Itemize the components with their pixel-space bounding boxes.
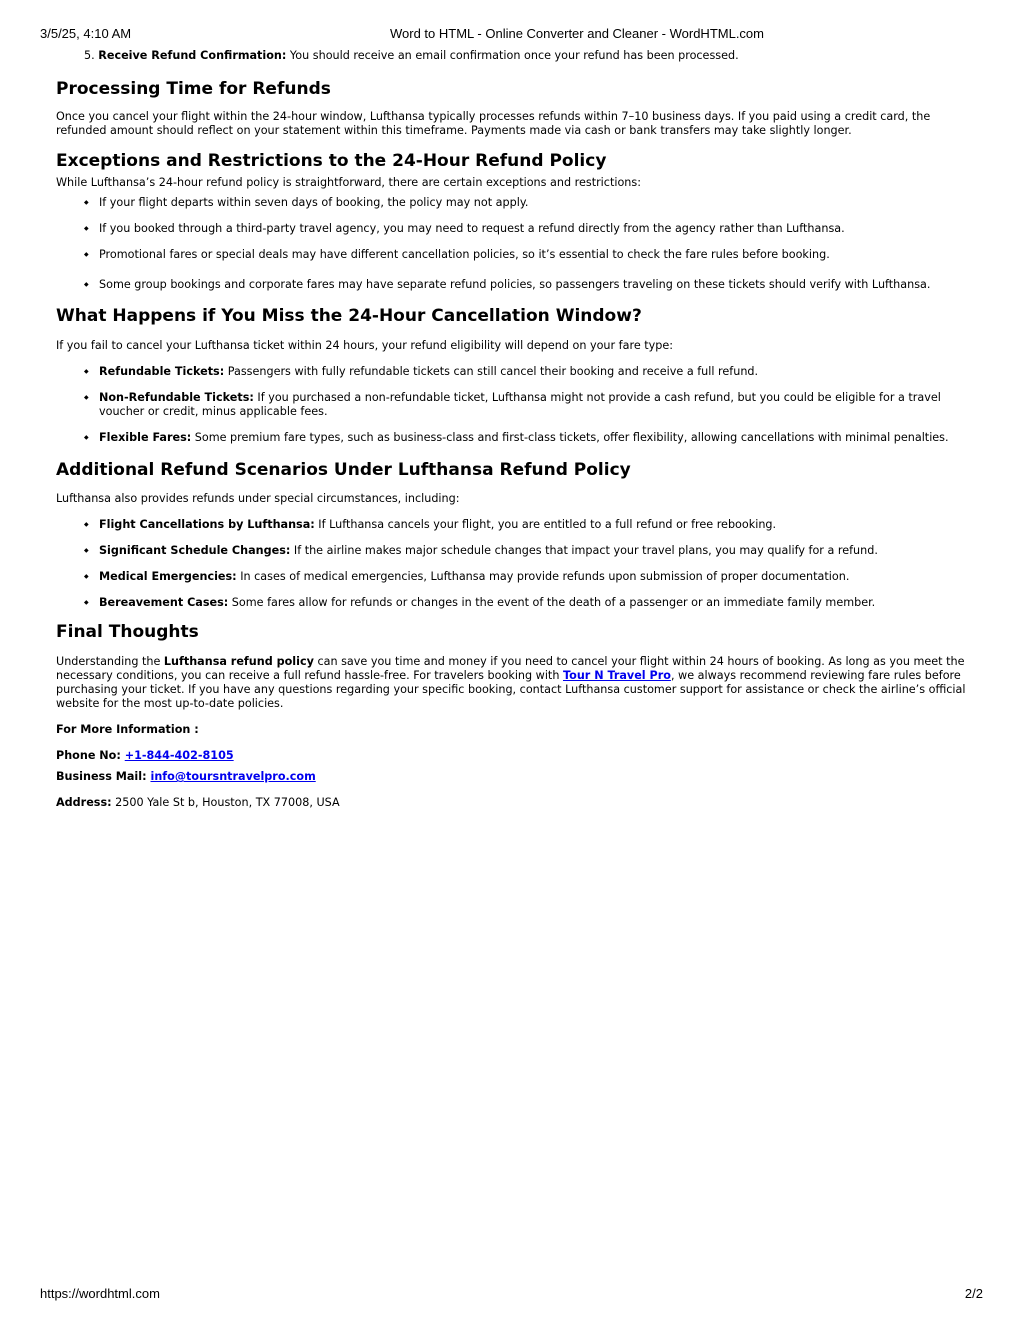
step-label: Receive Refund Confirmation: bbox=[98, 49, 287, 62]
additional-intro: Lufthansa also provides refunds under special circumstances, including: bbox=[56, 492, 460, 505]
item-text: Some fares allow for refunds or changes in the event of the death of a passenger or an immediate family member. bbox=[228, 596, 876, 609]
print-footer bbox=[0, 1286, 1024, 1302]
phone-label: Phone No: bbox=[56, 749, 125, 762]
list-item: ◆ Some group bookings and corporate fares may have separate refund policies, so passengers traveling on these tickets should verify with Lufthansa. bbox=[56, 278, 971, 292]
more-info-label: For More Information : bbox=[56, 723, 199, 736]
print-page-title: Word to HTML - Online Converter and Cleaner - WordHTML.com bbox=[390, 26, 764, 41]
print-url: https://wordhtml.com bbox=[40, 1286, 160, 1301]
phone-link[interactable]: +1-844-402-8105 bbox=[124, 749, 234, 762]
item-text: If you purchased a non-refundable ticket, Lufthansa might not provide a cash refund, but you could be eligible for a travel voucher or credit, minus applicable fees. bbox=[99, 391, 941, 418]
fare-type-list bbox=[56, 365, 971, 445]
heading-exceptions: Exceptions and Restrictions to the 24-Hour Refund Policy bbox=[56, 151, 607, 171]
list-item: ◆ If your flight departs within seven days of booking, the policy may not apply. bbox=[56, 196, 971, 210]
address-line bbox=[56, 796, 971, 810]
mail-line bbox=[56, 770, 971, 784]
final-bold-term: Lufthansa refund policy bbox=[163, 655, 314, 668]
item-label: Significant Schedule Changes: bbox=[99, 544, 291, 557]
item-label: Refundable Tickets: bbox=[99, 365, 225, 378]
heading-processing-time: Processing Time for Refunds bbox=[56, 79, 331, 99]
document-content bbox=[56, 49, 971, 810]
print-datetime: 3/5/25, 4:10 AM bbox=[40, 26, 132, 41]
email-link[interactable]: info@toursntravelpro.com bbox=[150, 770, 316, 783]
item-label: Flight Cancellations by Lufthansa: bbox=[99, 518, 315, 531]
list-item bbox=[56, 544, 971, 558]
item-label: Flexible Fares: bbox=[99, 431, 192, 444]
tour-n-travel-pro-link[interactable]: Tour N Travel Pro bbox=[562, 669, 671, 682]
list-item-step-5 bbox=[56, 49, 971, 63]
page-number: 2/2 bbox=[964, 1286, 983, 1301]
item-text: If the airline makes major schedule changes that impact your travel plans, you may qualify for a refund. bbox=[290, 544, 878, 557]
list-item bbox=[56, 365, 971, 379]
address-text: 2500 Yale St b, Houston, TX 77008, USA bbox=[111, 796, 340, 809]
address-label: Address: bbox=[56, 796, 112, 809]
scenario-list bbox=[56, 518, 971, 610]
list-item bbox=[56, 518, 971, 532]
step-number: 5. bbox=[84, 49, 95, 62]
list-item bbox=[56, 431, 971, 445]
mail-label: Business Mail: bbox=[56, 770, 151, 783]
item-text: If Lufthansa cancels your flight, you are entitled to a full refund or free rebooking. bbox=[314, 518, 777, 531]
item-label: Non-Refundable Tickets: bbox=[99, 391, 254, 404]
missed-window-intro: If you fail to cancel your Lufthansa ticket within 24 hours, your refund eligibility will depend on your fare type: bbox=[56, 339, 674, 352]
phone-line bbox=[56, 749, 971, 763]
heading-missed-window: What Happens if You Miss the 24-Hour Cancellation Window? bbox=[56, 306, 642, 326]
item-label: Medical Emergencies: bbox=[99, 570, 237, 583]
item-text: Passengers with fully refundable tickets can still cancel their booking and receive a full refund. bbox=[224, 365, 759, 378]
print-header bbox=[0, 26, 1024, 42]
list-item: ◆ If you booked through a third-party travel agency, you may need to request a refund directly from the agency rather than Lufthansa. bbox=[56, 222, 971, 236]
list-item bbox=[56, 570, 971, 584]
exceptions-list bbox=[56, 196, 971, 292]
list-item: ◆ Promotional fares or special deals may have different cancellation policies, so it’s essential to check the fare rules before booking. bbox=[56, 248, 971, 262]
item-label: Bereavement Cases: bbox=[99, 596, 229, 609]
final-paragraph: Understanding the Lufthansa refund policy can save you time and money if you need to cancel your flight within 24 hours of booking. As long as you meet the necessary conditions, you can receive a full refund hassle-free. For travelers booking with Tour N Travel Pro, we always recommend reviewing fare rules before purchasing your ticket. If you have any questions regarding your specific booking, contact Lufthansa customer support for assistance or check the airline’s official website for the most up-to-date policies. bbox=[56, 655, 966, 710]
step-text: You should receive an email confirmation once your refund has been processed. bbox=[286, 49, 739, 62]
item-text: Some premium fare types, such as business-class and first-class tickets, offer flexibility, allowing cancellations with minimal penalties. bbox=[191, 431, 949, 444]
heading-additional-scenarios: Additional Refund Scenarios Under Lufthansa Refund Policy bbox=[56, 460, 631, 480]
heading-final-thoughts: Final Thoughts bbox=[56, 622, 199, 642]
list-item bbox=[56, 391, 971, 419]
processing-paragraph: Once you cancel your flight within the 24-hour window, Lufthansa typically processes refunds within 7–10 business days. If you paid using a credit card, the refunded amount should reflect on your statement within this timeframe. Payments made via cash or bank transfers may take slightly longer. bbox=[56, 110, 931, 137]
exceptions-intro: While Lufthansa’s 24-hour refund policy is straightforward, there are certain exceptions and restrictions: bbox=[56, 176, 641, 189]
list-item bbox=[56, 596, 971, 610]
item-text: In cases of medical emergencies, Lufthansa may provide refunds upon submission of proper documentation. bbox=[236, 570, 850, 583]
